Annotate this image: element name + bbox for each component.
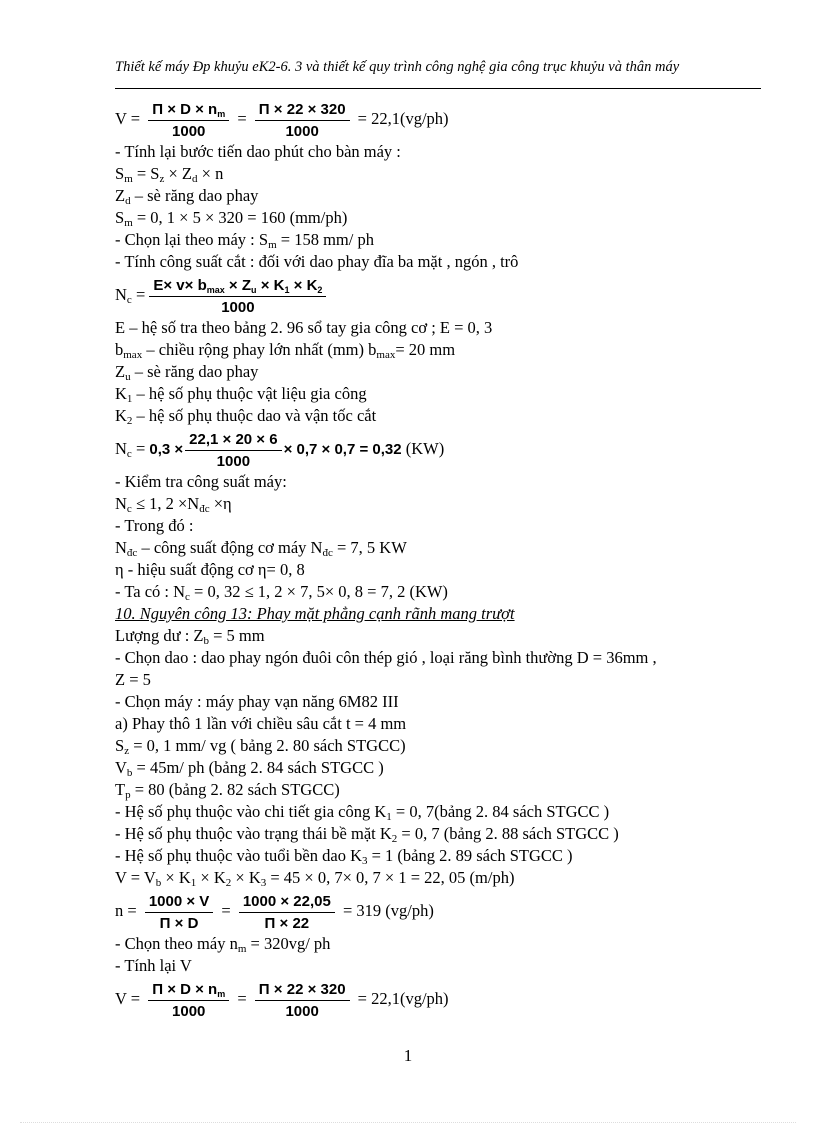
text-line: - Tính lại bước tiến dao phút cho bàn máy : [115, 142, 401, 161]
formula-cutting-power-value: $N_c = 0,3$ × $\frac{22,1 \times 20 \times 6}{1000}$ × 0,7 × 0,7 = 0,32 (KW) [115, 430, 445, 470]
formula-line: $S_m = 0$, 1 × 5 × 320 = 160 (mm/ph) [115, 208, 348, 229]
formula-line: $S_m = S_z \times Z_d \times n$ [115, 164, 224, 185]
text-line: - Trong đó : [115, 516, 194, 535]
text-line: $K_1$ – hệ số phụ thuộc vật liệu gia công [115, 384, 367, 405]
page-header: Thiết kế máy Đp khuỷu eK2-6. 3 và thiết kế quy trình công nghệ gia công trục khuỷu và thân máy [115, 59, 680, 75]
fraction: $\frac{22,1 \times 20 \times 6}{1000}$ [185, 430, 281, 471]
formula-line: $V = V_b \times K_1 \times K_2 \times K_3 = 45 \times 0$, 7× 0, 7 × 1 = 22, 05 (m/ph) [115, 868, 515, 889]
text-line: - Tính công suất cắt : đối với dao phay đĩa ba mặt , ngón , trô [115, 252, 519, 271]
text-line: - Kiểm tra công suất máy: [115, 472, 287, 491]
fraction: $\frac{\Pi \times 22 \times 320}{1000}$ [255, 980, 350, 1021]
text-line: a) Phay thô 1 lần với chiều sâu cắt t = 4 mm [115, 714, 407, 733]
text-line: - Chọn theo máy $n_m = 320vg/$ ph [115, 934, 331, 955]
text-line: - Hệ số phụ thuộc vào trạng thái bề mặt $K_2 = 0$, 7 (bảng 2. 88 sách STGCC ) [115, 824, 619, 845]
section-heading: 10. Nguyên công 13: Phay mặt phẳng cạnh rãnh mang trượt [115, 604, 515, 623]
text-line: - Chọn dao : dao phay ngón đuôi côn thép gió , loại răng bình thường D = 36mm , [115, 648, 657, 667]
text-line: $T_p = 80$ (bảng 2. 82 sách STGCC) [115, 780, 340, 801]
text-line: - Ta có : $N_c = 0$, 32 ≤ 1, 2 × 7, 5× 0, 8 = 7, 2 (KW) [115, 582, 448, 603]
text-line: $Z_d$ – sè răng dao phay [115, 186, 259, 207]
text-line: $Z_u$ – sè răng dao phay [115, 362, 259, 383]
fraction: $\frac{1000 \times V}{\Pi \times D}$ [145, 892, 213, 933]
fraction: $\frac{E\times v\times b_{max} \times Z_u \times K_1 \times K_2}{1000}$ [149, 276, 326, 317]
text-line: Lượng dư : $Z_b = 5$ mm [115, 626, 265, 647]
formula-line: $N_c \le 1$, $2 \times N_{đc} \times\eta$ [115, 494, 232, 515]
fraction: $\frac{\Pi \times 22 \times 320}{1000}$ [255, 100, 350, 141]
text-line: $S_z = 0$, 1 mm/ vg ( bảng 2. 80 sách STGCC) [115, 736, 406, 757]
formula-spindle-speed: n = $\frac{1000 \times V}{\Pi \times D}$ = $\frac{1000 \times 22,05}{\Pi \times 22}$ = 319 (vg/ph) [115, 892, 434, 932]
page-body [115, 97, 765, 1021]
text-line: $N_{đc}$ – công suất động cơ máy $N_{đc} = 7$, 5 KW [115, 538, 407, 559]
formula-cutting-power: $N_c$ = $\frac{E\times v\times b_{max} \times Z_u \times K_1 \times K_2}{1000}$ [115, 273, 765, 317]
text-line: Z = 5 [115, 670, 151, 689]
text-line: - Chọn máy : máy phay vạn năng 6M82 III [115, 692, 399, 711]
formula-velocity: V = $\frac{\Pi \times D \times n_m}{1000}$ = $\frac{\Pi \times 22 \times 320}{1000}$ = 22,1(vg/ph) [115, 980, 449, 1020]
text-line: $V_b = 45m/$ ph (bảng 2. 84 sách STGCC ) [115, 758, 384, 779]
fraction: $\frac{\Pi \times D \times n_m}{1000}$ [148, 100, 229, 141]
text-line: - Tính lại V [115, 956, 192, 975]
text-line: η - hiệu suất động cơ η= 0, 8 [115, 560, 305, 579]
text-line: $b_{max}$ – chiều rộng phay lớn nhất (mm) $b_{max}= 20$ mm [115, 340, 456, 361]
text-line: - Hệ số phụ thuộc vào tuổi bền dao $K_3 = 1$ (bảng 2. 89 sách STGCC ) [115, 846, 573, 867]
text-line: $K_2$ – hệ số phụ thuộc dao và vận tốc cắt [115, 406, 377, 427]
page-number: 1 [403, 1046, 413, 1065]
formula-velocity: V = $\frac{\Pi \times D \times n_m}{1000}$ = $\frac{\Pi \times 22 \times 320}{1000}$ = 22,1(vg/ph) [115, 100, 449, 140]
text-line: E – hệ số tra theo bảng 2. 96 sổ tay gia công cơ ; E = 0, 3 [115, 318, 493, 337]
fraction: $\frac{1000 \times 22,05}{\Pi \times 22}$ [239, 892, 335, 933]
header-rule [115, 88, 761, 89]
text-line: - Hệ số phụ thuộc vào chi tiết gia công $K_1 = 0$, 7(bảng 2. 84 sách STGCC ) [115, 802, 610, 823]
fraction: $\frac{\Pi \times D \times n_m}{1000}$ [148, 980, 229, 1021]
text-line: - Chọn lại theo máy : $S_m = 158$ mm/ ph [115, 230, 374, 251]
